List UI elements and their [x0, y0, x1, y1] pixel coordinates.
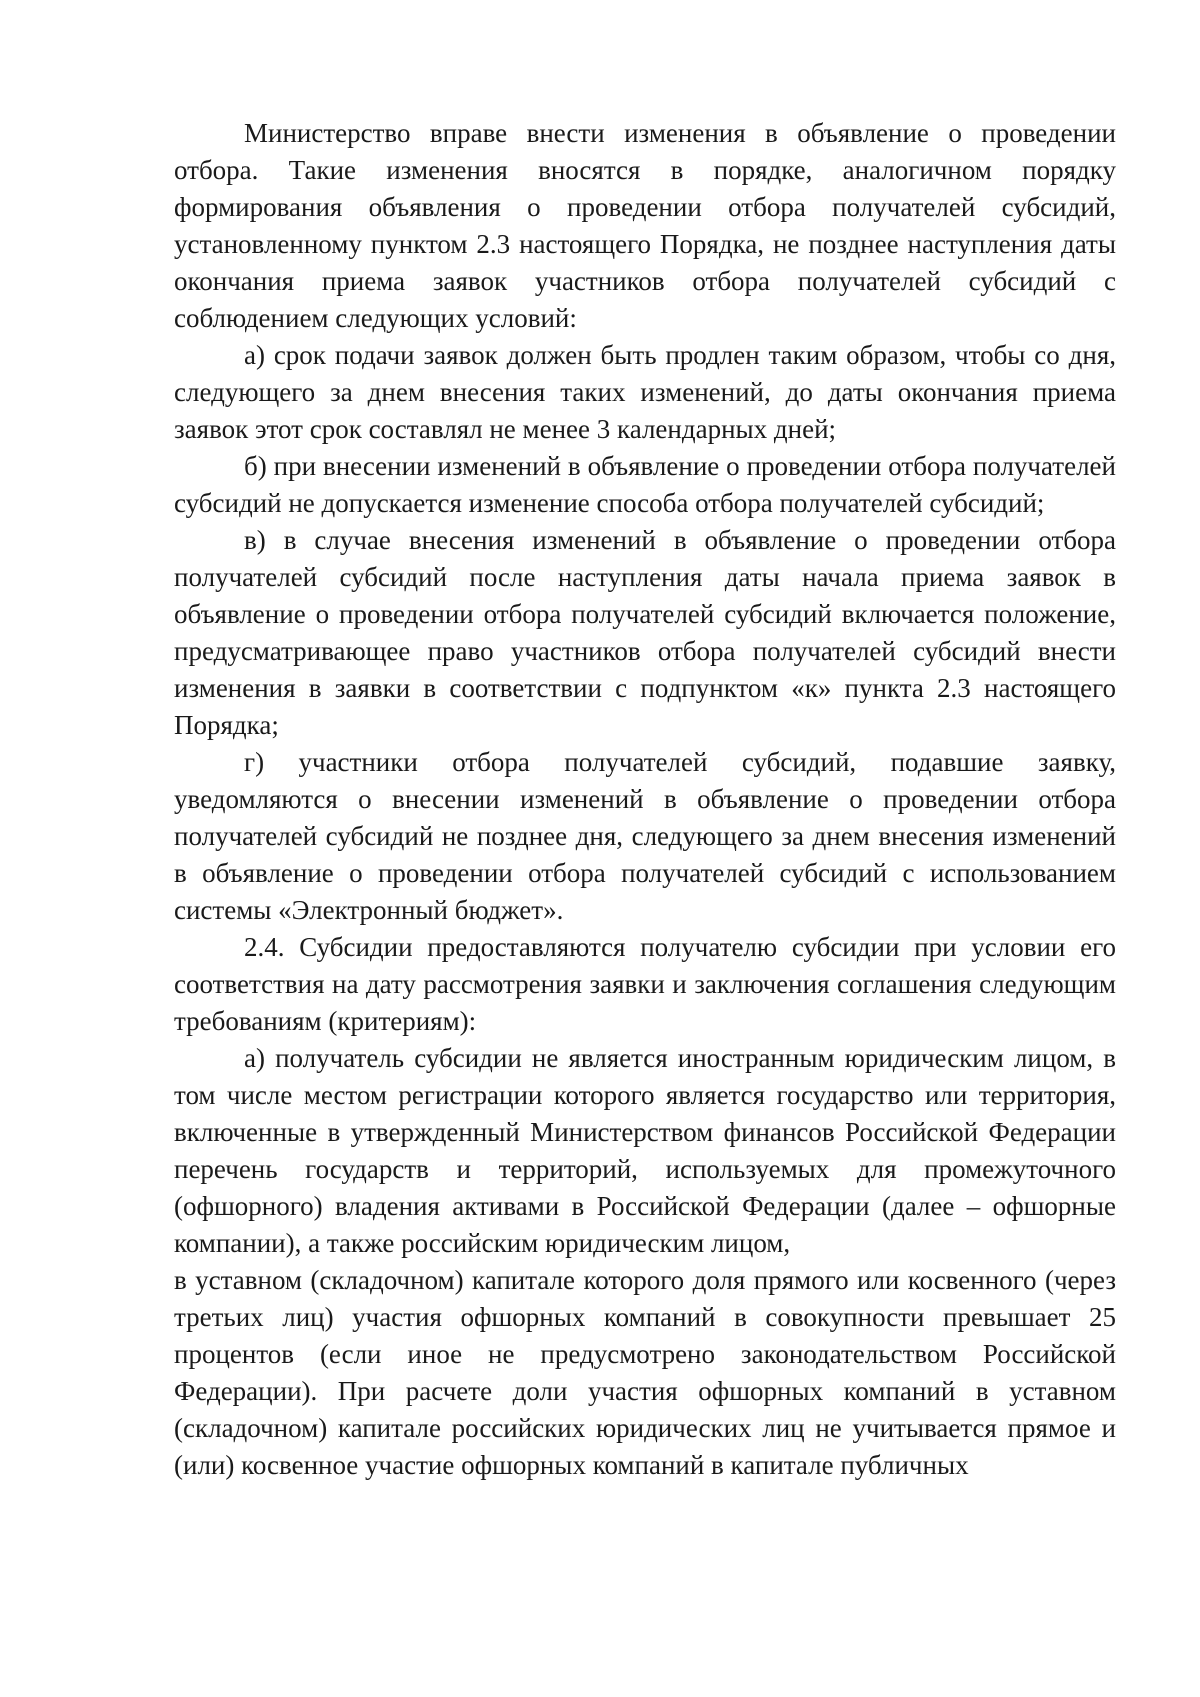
paragraph-condition-a: а) срок подачи заявок должен быть продлен таким образом, чтобы со дня, следующего за днем внесения таких изменений, до даты окончания приема заявок этот срок составлял не менее 3 календарных дней; — [174, 340, 1116, 444]
paragraph-requirement-a: а) получатель субсидии не является иностранным юридическим лицом, в том числе местом регистрации которого является государство или территория, включенные в утвержденный Министерством финансов Российской Федерации перечень государств и территорий, используемых для промежуточного (офшорного) владения активами в Российской Федерации (далее – офшорные компании), а также российским юридическим лицом, — [174, 1043, 1116, 1258]
paragraph-condition-g: г) участники отбора получателей субсидий, подавшие заявку, уведомляются о внесении изменений в объявление о проведении отбора получателей субсидий не позднее дня, следующего за днем внесения изменений в объявление о проведении отбора получателей субсидий с использованием системы «Электронный бюджет». — [174, 747, 1116, 925]
paragraph-requirement-a-continued: в уставном (складочном) капитале которого доля прямого или косвенного (через третьих лиц) участия офшорных компаний в совокупности превышает 25 процентов (если иное не предусмотрено законодательством Российской Федерации). При расчете доли участия офшорных компаний в уставном (складочном) капитале российских юридических лиц не учитывается прямое и (или) косвенное участие офшорных компаний в капитале публичных — [174, 1265, 1116, 1480]
paragraph-condition-v: в) в случае внесения изменений в объявление о проведении отбора получателей субсидий после наступления даты начала приема заявок в объявление о проведении отбора получателей субсидий включается положение, предусматривающее право участников отбора получателей субсидий внести изменения в заявки в соответствии с подпунктом «к» пункта 2.3 настоящего Порядка; — [174, 525, 1116, 740]
paragraph-condition-b: б) при внесении изменений в объявление о проведении отбора получателей субсидий не допускается изменение способа отбора получателей субсидий; — [174, 451, 1116, 518]
paragraph-section-2-4: 2.4. Субсидии предоставляются получателю субсидии при условии его соответствия на дату рассмотрения заявки и заключения соглашения следующим требованиям (критериям): — [174, 932, 1116, 1036]
paragraph-amendments-intro: Министерство вправе внести изменения в объявление о проведении отбора. Такие изменения вносятся в порядке, аналогичном порядку формирования объявления о проведении отбора получателей субсидий, установленному пунктом 2.3 настоящего Порядка, не позднее наступления даты окончания приема заявок участников отбора получателей субсидий с соблюдением следующих условий: — [174, 118, 1116, 333]
document-body — [174, 115, 1116, 1484]
